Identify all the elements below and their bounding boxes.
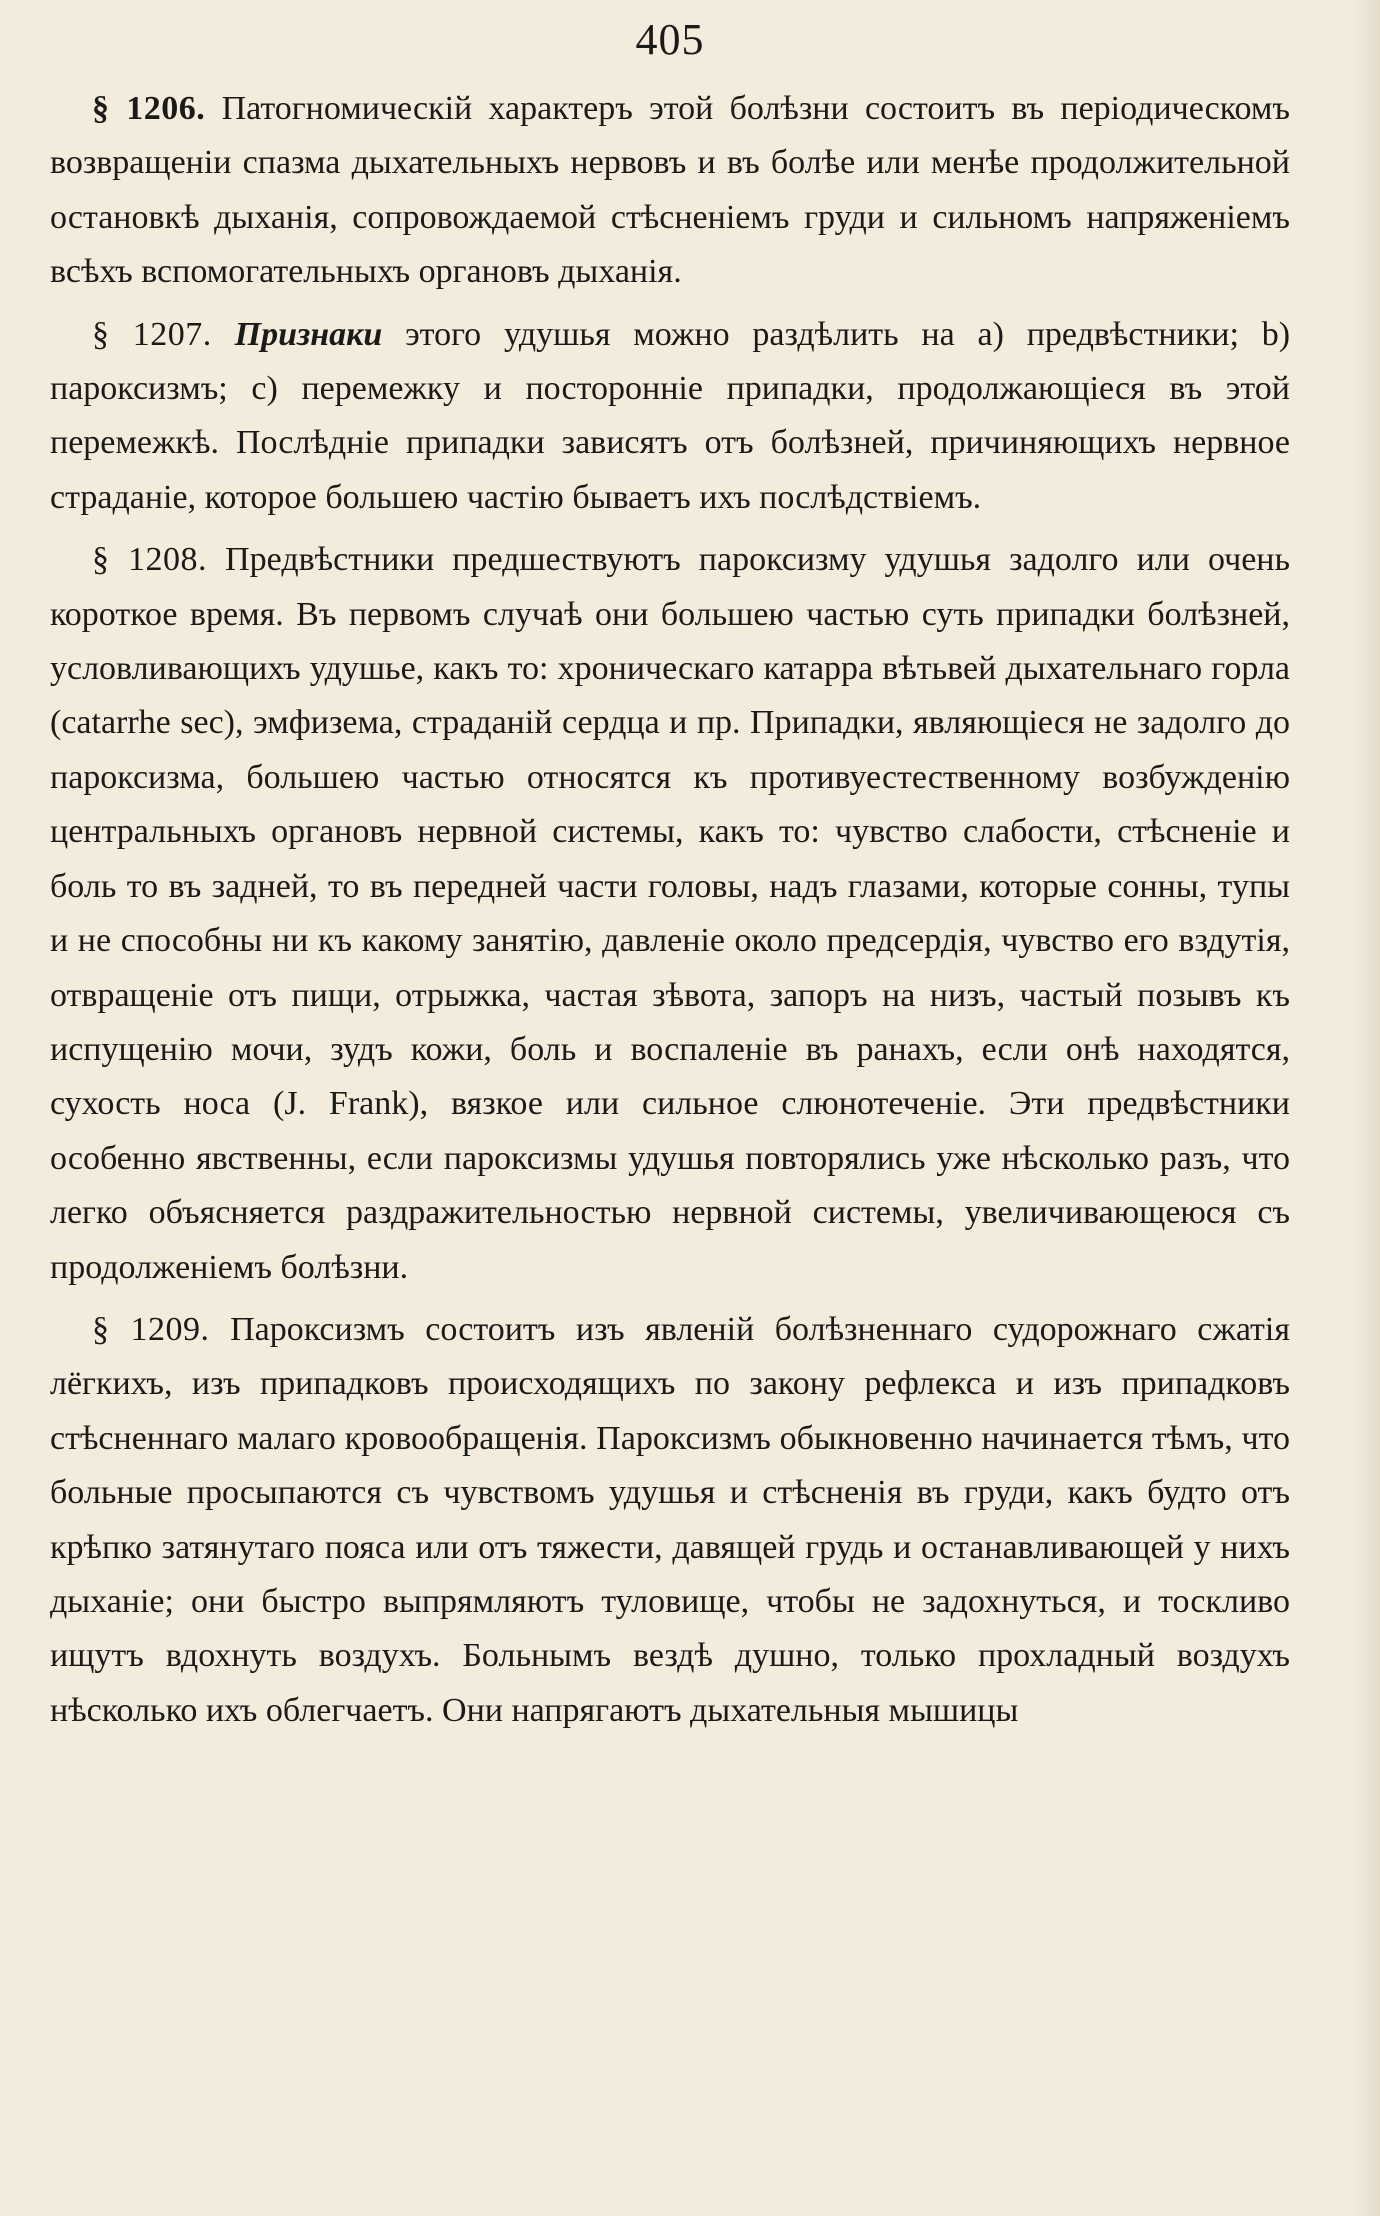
section-number: § 1209. (92, 1310, 210, 1348)
paragraph-1209 (50, 1303, 1290, 1738)
section-number: § 1208. (92, 541, 208, 579)
paragraph-text: Пароксизмъ состоитъ изъ явленій болѣзненнаго судорожнаго сжатія лёгкихъ, изъ припадковъ происходящихъ по закону рефлекса и изъ припадковъ стѣсненнаго малаго кровообращенія. Пароксизмъ обыкновенно начинается тѣмъ, что больные просыпаются съ чувствомъ удушья и стѣсненія въ груди, какъ будто отъ крѣпко затянутаго пояса или отъ тяжести, давящей грудь и останавливающей у нихъ дыханіе; они быстро выпрямляютъ туловище, чтобы не задохнуться, и тоскливо ищутъ вдохнуть воздухъ. Больнымъ вездѣ душно, только прохладный воздухъ нѣсколько ихъ облегчаетъ. Они напрягаютъ дыхательныя мышицы (50, 1310, 1290, 1729)
page-edge-shadow (1350, 0, 1380, 2216)
emphasized-term: Признаки (234, 315, 383, 353)
paragraph-1206 (50, 82, 1290, 300)
paragraph-text: этого удушья можно раздѣлить на a) предвѣстники; b) пароксизмъ; c) перемежку и посторонніе припадки, продолжающіеся въ этой перемежкѣ. Послѣдніе припадки зависятъ отъ болѣзней, причиняющихъ нервное страданіе, которое большею частію бываетъ ихъ послѣдствіемъ. (50, 315, 1291, 516)
page-number: 405 (635, 15, 705, 64)
paragraph-text: Патогномическій характеръ этой болѣзни состоитъ въ періодическомъ возвращеніи спазма дыхательныхъ нервовъ и въ болѣе или менѣе продолжительной остановкѣ дыханія, сопровождаемой стѣсненіемъ груди и сильномъ напряженіемъ всѣхъ вспомогательныхъ органовъ дыханія. (50, 90, 1291, 291)
section-number: § 1207. (92, 315, 212, 353)
paragraph-1207 (50, 308, 1290, 526)
paragraph-text: Предвѣстники предшествуютъ пароксизму удушья задолго или очень короткое время. Въ первомъ случаѣ они большею частью суть припадки болѣзней, условливающихъ удушье, какъ то: хроническаго катарра вѣтьвей дыхательнаго горла (catarrhe sec), эмфизема, страданій сердца и пр. Припадки, являющіеся не задолго до пароксизма, большею частью относятся къ противуестественному возбужденію центральныхъ органовъ нервной системы, какъ то: чувство слабости, стѣсненіе и боль то въ задней, то въ передней части головы, надъ глазами, которые сонны, тупы и не способны ни къ какому занятію, давленіе около предсердія, чувство его вздутія, отвращеніе отъ пищи, отрыжка, частая зѣвота, запоръ на низъ, частый позывъ къ испущенію мочи, зудъ кожи, боль и воспаленіе въ ранахъ, если онѣ находятся, сухость носа (J. Frank), вязкое или сильное слюнотеченіе. Эти предвѣстники особенно явственны, если пароксизмы удушья повторялись уже нѣсколько разъ, что легко объясняется раздражительностью нервной системы, увеличивающеюся съ продолженіемъ болѣзни. (50, 541, 1291, 1286)
paragraph-1208 (50, 533, 1290, 1295)
section-number: § 1206. (92, 90, 206, 127)
